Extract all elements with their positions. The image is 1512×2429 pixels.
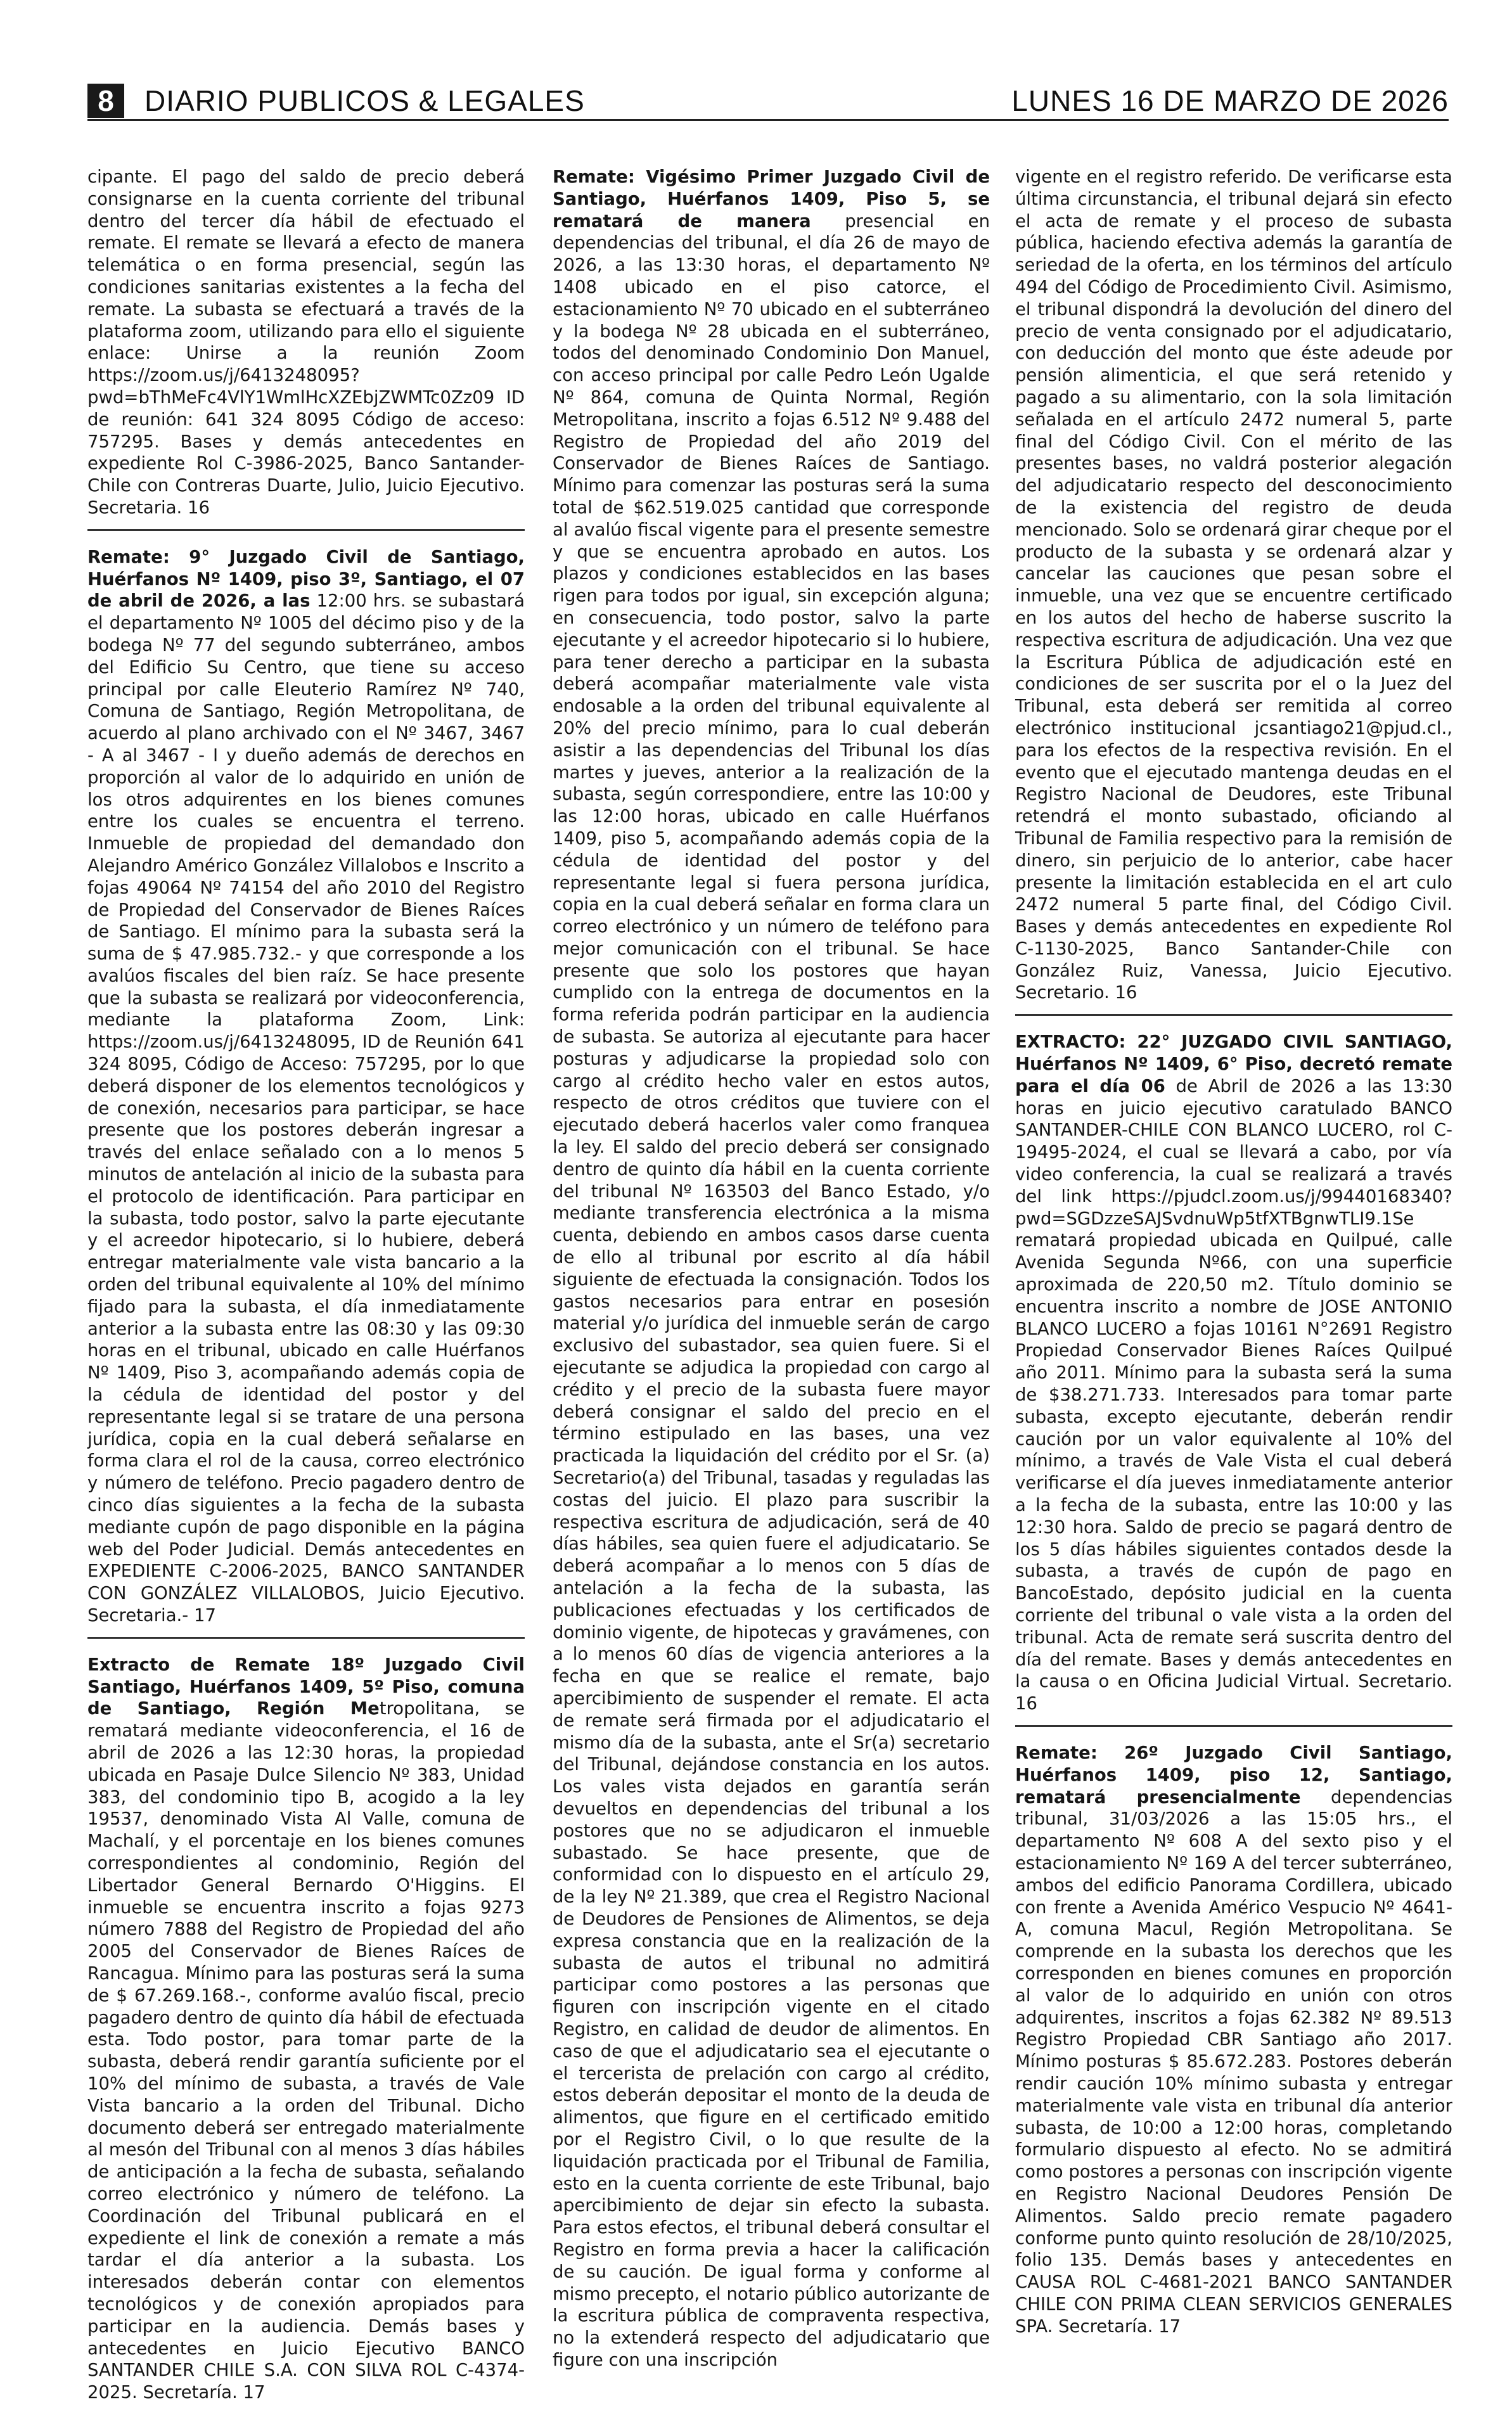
header-rule xyxy=(87,119,1449,121)
issue-date: LUNES 16 DE MARZO DE 2026 xyxy=(1011,84,1449,117)
notice-continuation xyxy=(87,166,525,531)
column-3 xyxy=(1015,166,1452,2363)
notice-text xyxy=(87,1654,525,2404)
notice-heading: Extracto de Remate 18º Juzgado Civil Santiago, Huérfanos 1409, 5º Piso, comuna de Santiago, Región Me xyxy=(87,1654,525,1719)
column-1 xyxy=(87,166,525,2429)
notice-text xyxy=(553,166,990,2371)
notice-remate-9-juzgado xyxy=(87,546,525,1639)
notice-text xyxy=(1015,1031,1452,1715)
page-header xyxy=(87,81,1449,118)
notice-body: 12:00 hrs. se subastará el departamento Nº 1005 del décimo piso y de la bodega Nº 77 del segundo subterráneo, ambos del Edificio Su Centro, que tiene su acceso principal por calle Eleuterio Ramírez Nº 740, Comuna de Santiago, Región Metropolitana, de acuerdo al plano archivado con el Nº 3467, 3467 - A al 3467 - I y dueño además de derechos en proporción al valor de lo adquirido en unión de los otros adquirentes en los bienes comunes entre los cuales se encuentra el terreno. Inmueble de propiedad del demandado don Alejandro Américo González Villalobos e Inscrito a fojas 49064 Nº 74154 del año 2010 del Registro de Propiedad del Conservador de Bienes Raíces de Santiago. El mínimo para la subasta será la suma de $ 47.985.732.- y que corresponde a los avalúos fiscales del bien raíz. Se hace presente que la subasta se realizará por videoconferencia, mediante la plataforma Zoom, Link: https://zoom.us/j/6413248095, ID de Reunión 641 324 8095, Código de Acceso: 757295, por lo que deberá disponer de los elementos tecnológicos y de conexión, necesarios para participar, se hace presente que los postores deberán ingresar a través del enlace señalado con a lo menos 5 minutos de antelación al inicio de la subasta para el protocolo de identificación. Para participar en la subasta, todo postor, salvo la parte ejecutante y el acreedor hipotecario, si lo hubiere, deberá entregar materialmente vale vista bancario a la orden del tribunal equivalente al 10% del mínimo fijado para la subasta, el día inmediatamente anterior a la subasta entre las 08:30 y las 09:30 horas en el tribunal, ubicado en calle Huérfanos Nº 1409, Piso 3, acompañando además copia de la cédula de identidad del postor y del representante legal si se tratare de una persona jurídica, copia en la cual deberá señalarse en forma clara el rol de la causa, correo electrónico y número de teléfono. Precio pagadero dentro de cinco días siguientes a la fecha de la subasta mediante cupón de pago disponible en la página web del Poder Judicial. Demás antecedentes en EXPEDIENTE C-2006-2025, BANCO SANTANDER CON GONZÁLEZ VILLALOBOS, Juicio Ejecutivo. Secretaria.- 17 xyxy=(87,591,525,1625)
notice-text xyxy=(87,166,525,519)
notice-remate-21-juzgado xyxy=(553,166,990,2381)
notice-extracto-22-juzgado xyxy=(1015,1031,1452,1727)
notice-text xyxy=(1015,166,1452,1004)
notice-heading: Remate: 9° Juzgado Civil de Santiago, Huérfanos Nº 1409, piso 3º, Santiago, el 07 de abril de 2026, a las xyxy=(87,546,525,612)
notice-body: cipante. El pago del saldo de precio deberá consignarse en la cuenta corriente del tribunal dentro del tercer día hábil de efectuado el remate. El remate se llevará a efecto de manera telemática o en forma presencial, según las condiciones sanitarias existentes a la fecha del remate. La subasta se efectuará a través de la plataforma zoom, utilizando para ello el siguiente enlace: Unirse a la reunión Zoom https://zoom.us/j/6413248095? pwd=bThMeFc4VlY1WmlHcXZEbjZWMTc0Zz09 ID de reunión: 641 324 8095 Código de acceso: 757295. Bases y demás antecedentes en expediente Rol C-3986-2025, Banco Santander-Chile con Contreras Duarte, Julio, Juicio Ejecutivo. Secretaria. 16 xyxy=(87,167,525,518)
notice-heading: Remate: Vigésimo Primer Juzgado Civil de Santiago, Huérfanos 1409, Piso 5, se rematará de manera xyxy=(553,167,990,231)
notice-text xyxy=(1015,1742,1452,2338)
notice-body: vigente en el registro referido. De verificarse esta última circunstancia, el tribunal dejará sin efecto el acta de remate y el proceso de subasta pública, haciendo efectiva además la garantía de seriedad de la oferta, en los términos del artículo 494 del Código de Procedimiento Civil. Asimismo, el tribunal dispondrá la devolución del dinero del precio de venta consignado por el adjudicatario, con deducción del monto que éste adeude por pensión alimenticia, el que será retenido y pagado a su alimentario, con la sola limitación señalada en el artículo 2472 numeral 5, parte final del Código Civil. Con el mérito de las presentes bases, no valdrá posterior alegación del adjudicatario respecto del desconocimiento de la existencia del registro de deuda mencionado. Solo se ordenará girar cheque por el producto de la subasta y se ordenará alzar y cancelar las cauciones que pesan sobre el inmueble, una vez que se encuentre certificado en los autos del hecho de haberse suscrito la respectiva escritura de adjudicación. Una vez que la Escritura Pública de adjudicación esté en condiciones de ser suscrita por el o la Juez del Tribunal, esta deberá ser remitida al correo electrónico institucional jcsantiago21@pjud.cl., para los efectos de la respectiva revisión. En el evento que el ejecutado mantenga deudas en el Registro Nacional de Deudores, este Tribunal retendrá el monto subastado, oficiando al Tribunal de Familia respectivo para la remisión de dinero, sin perjuicio de lo anterior, cabe hacer presente la limitación establecida en el art culo 2472 numeral 5 parte final, del Código Civil. Bases y demás antecedentes en expediente Rol C-1130-2025, Banco Santander-Chile con González Ruiz, Vanessa, Juicio Ejecutivo. Secretario. 16 xyxy=(1015,167,1452,1003)
column-2 xyxy=(553,166,990,2397)
notice-heading: Remate: 26º Juzgado Civil Santiago, Huérfanos 1409, piso 12, Santiago, rematará presencialmente xyxy=(1015,1742,1452,1807)
notice-body: presencial en dependencias del tribunal, el día 26 de mayo de 2026, a las 13:30 horas, el departamento Nº 1408 ubicado en el piso catorce, el estacionamiento Nº 70 ubicado en el subterráneo y la bodega Nº 28 ubicada en el subterráneo, todos del denominado Condominio Don Manuel, con acceso principal por calle Pedro León Ugalde Nº 864, comuna de Quinta Normal, Región Metropolitana, inscrito a fojas 6.512 Nº 9.488 del Registro de Propiedad del año 2019 del Conservador de Bienes Raíces de Santiago. Mínimo para comenzar las posturas será la suma total de $62.519.025 cantidad que corresponde al avalúo fiscal vigente para el presente semestre y que se encuentra aprobado en autos. Los plazos y condiciones establecidos en las bases rigen para todos por igual, sin excepción alguna; en consecuencia, todo postor, salvo la parte ejecutante y el acreedor hipotecario si lo hubiere, para tener derecho a participar en la subasta deberá acompañar materialmente vale vista endosable a la orden del tribunal equivalente al 20% del precio mínimo, para lo cual deberán asistir a las dependencias del Tribunal los días martes y jueves, anterior a la realización de la subasta, según correspondiere, entre las 10:00 y las 12:00 horas, ubicado en calle Huérfanos 1409, piso 5, acompañando además copia de la cédula de identidad del postor y del representante legal si fuera persona jurídica, copia en la cual deberá señalar en forma clara un correo electrónico y un número de teléfono para mejor comunicación con el tribunal. Se hace presente que solo los postores que hayan cumplido con la entrega de documentos en la forma referida podrán participar en la audiencia de subasta. Se autoriza al ejecutante para hacer posturas y adjudicarse la propiedad solo con cargo al crédito hecho valer en estos autos, respecto de otros créditos que tuviere con el ejecutado deberá hacerlos valer como franquea la ley. El saldo del precio deberá ser consignado dentro de quinto día hábil en la cuenta corriente del tribunal Nº 163503 del Banco Estado, y/o mediante transferencia electrónica a la misma cuenta, debiendo en ambos casos darse cuenta de ello al tribunal por escrito al día hábil siguiente de efectuada la consignación. Todos los gastos necesarios para entrar en posesión material y/o jurídica del inmueble serán de cargo exclusivo del subastador, sea quien fuere. Si el ejecutante se adjudica la propiedad con cargo al crédito y el precio de la subasta fuere mayor deberá consignar el saldo del precio en el término estipulado en las bases, una vez practicada la liquidación del crédito por el Sr. (a) Secretario(a) del Tribunal, tasadas y reguladas las costas del juicio. El plazo para suscribir la respectiva escritura de adjudicación, será de 40 días hábiles, sea quien fuere el adjudicatario. Se deberá acompañar a lo menos con 5 días de antelación a la fecha de la subasta, las publicaciones efectuadas y los certificados de dominio vigente, de hipotecas y gravámenes, con a lo menos 60 días de vigencia anteriores a la fecha en que se realice el remate, bajo apercibimiento de suspender el remate. El acta de remate será firmada por el adjudicatario el mismo día de la subasta, ante el Sr(a) secretario del Tribunal, dejándose constancia en los autos. Los vales vista dejados en garantía serán devueltos en dependencias del tribunal a los postores que no se adjudicaron el inmueble subastado. Se hace presente, que de conformidad con lo dispuesto en el artículo 29, de la ley Nº 21.389, que crea el Registro Nacional de Deudores de Pensiones de Alimentos, se deja expresa constancia que en la realización de la subasta de autos el tribunal no admitirá participar como postores a las personas que figuren con inscripción vigente en el citado Registro, en calidad de deudor de alimentos. En caso de que el adjudicatario sea el ejecutante o el tercerista de prelación con cargo al crédito, estos deberán depositar el monto de la deuda de alimentos, que figure en el certificado emitido por el Registro Civil, o lo que resulte de la liquidación practicada por el Tribunal de Familia, esto en la cuenta corriente de este Tribunal, bajo apercibimiento de dejar sin efecto la subasta. Para estos efectos, el tribunal deberá consultar el Registro en forma previa a hacer la calificación de su caución. De igual forma y conforme al mismo precepto, el notario público autorizante de la escritura pública de compraventa respectiva, no la extenderá respecto del adjudicatario que figure con una inscripción xyxy=(553,210,990,2370)
notice-remate-26-juzgado xyxy=(1015,1742,1452,2348)
notice-remate-18-juzgado xyxy=(87,1654,525,2414)
notice-body: tropolitana, se rematará mediante videoconferencia, el 16 de abril de 2026 a las 12:30 horas, la propiedad ubicada en Pasaje Dulce Silencio Nº 383, Unidad 383, del condominio tipo B, acogido a la ley 19537, denominado Vista Al Valle, comuna de Machalí, y el porcentaje en los bienes comunes correspondientes al condominio, Región del Libertador General Bernardo O'Higgins. El inmueble se encuentra inscrito a fojas 9273 número 7888 del Registro de Propiedad del año 2005 del Conservador de Bienes Raíces de Rancagua. Mínimo para las posturas será la suma de $ 67.269.168.-, conforme avalúo fiscal, precio pagadero dentro de quinto día hábil de efectuada esta. Todo postor, para tomar parte de la subasta, deberá rendir garantía suficiente por el 10% del mínimo de subasta, a través de Vale Vista bancario a la orden del Tribunal. Dicho documento deberá ser entregado materialmente al mesón del Tribunal con al menos 3 días hábiles de anticipación a la fecha de subasta, señalando correo electrónico y número de teléfono. La Coordinación del Tribunal publicará en el expediente el link de conexión a remate a más tardar el día anterior a la subasta. Los interesados deberán contar con elementos tecnológicos y de conexión apropiados para participar en la audiencia. Demás bases y antecedentes en Juicio Ejecutivo BANCO SANTANDER CHILE S.A. CON SILVA ROL C-4374-2025. Secretaría. 17 xyxy=(87,1698,525,2403)
newspaper-title: DIARIO PUBLICOS & LEGALES xyxy=(144,84,585,117)
notice-body: dependencias tribunal, 31/03/2026 a las 15:05 hrs., el departamento Nº 608 A del sexto piso y el estacionamiento Nº 169 A del tercer subterráneo, ambos del edificio Panorama Cordillera, ubicado con frente a Avenida Américo Vespucio Nº 4641-A, comuna Macul, Región Metropolitana. Se comprende en la subasta los derechos que les corresponden en bienes comunes en proporción al valor de lo adquirido en unión con otros adquirentes, inscritos a fojas 62.382 Nº 89.513 Registro Propiedad CBR Santiago año 2017. Mínimo posturas $ 85.672.283. Postores deberán rendir caución 10% mínimo subasta y entregar materialmente vale vista en tribunal día anterior subasta, de 10:00 a 12:00 horas, completando formulario dispuesto al efecto. No se admitirá como postores a personas con inscripción vigente en Registro Nacional Deudores Pensión De Alimentos. Saldo precio remate pagadero conforme punto quinto resolución de 28/10/2025, folio 135. Demás bases y antecedentes en CAUSA ROL C-4681-2021 BANCO SANTANDER CHILE CON PRIMA CLEAN SERVICIOS GENERALES SPA. Secretaría. 17 xyxy=(1015,1786,1452,2336)
page-number: 8 xyxy=(87,84,124,118)
notice-heading: EXTRACTO: 22° JUZGADO CIVIL SANTIAGO, Huérfanos Nº 1409, 6° Piso, decretó remate para el día 06 xyxy=(1015,1032,1452,1096)
notice-text xyxy=(87,546,525,1627)
notice-body: de Abril de 2026 a las 13:30 horas en juicio ejecutivo caratulado BANCO SANTANDER-CHILE CON BLANCO LUCERO, rol C-19495-2024, el cual se llevará a cabo, por vía video conferencia, la cual se realizará a través del link https://pjudcl.zoom.us/j/99440168340?pwd=SGDzzeSAJSvdnuWp5tfXTBgnwTLI9.1Se rematará propiedad ubicada en Quilpué, calle Avenida Segunda Nº66, con una superficie aproximada de 220,50 m2. Título dominio se encuentra inscrito a nombre de JOSE ANTONIO BLANCO LUCERO a fojas 10161 N°2691 Registro Propiedad Conservador Bienes Raíces Quilpué año 2011. Mínimo para la subasta será la suma de $38.271.733. Interesados para tomar parte subasta, excepto ejecutante, deberán rendir caución por un valor equivalente al 10% del mínimo, a través de Vale Vista el cual deberá verificarse el día jueves inmediatamente anterior a la fecha de la subasta, entre las 10:00 y las 12:30 hora. Saldo de precio se pagará dentro de los 5 días hábiles siguientes contados desde la subasta, a través de cupón de pago en BancoEstado, depósito judicial en la cuenta corriente del tribunal o vale vista a la orden del tribunal. Acta de remate será suscrita dentro del día del remate. Bases y demás antecedentes en la causa o en Oficina Judicial Virtual. Secretario. 16 xyxy=(1015,1075,1452,1714)
notice-continuation xyxy=(1015,166,1452,1016)
